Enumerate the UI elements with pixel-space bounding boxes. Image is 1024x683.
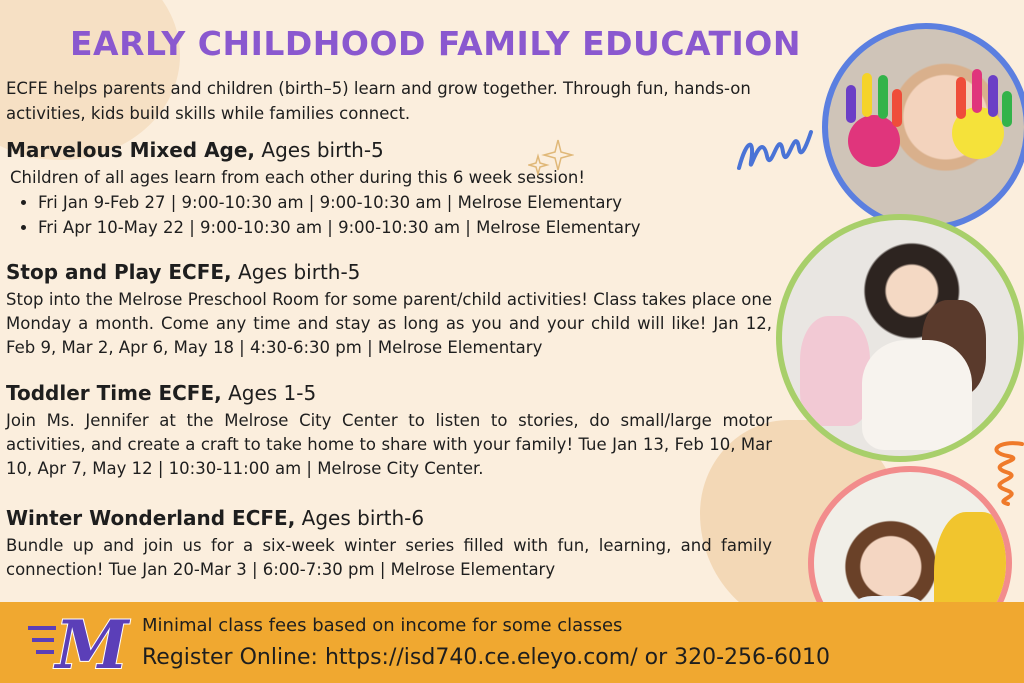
baby-left [800,316,870,426]
handprint-child-photo [822,23,1024,231]
session-item: • Fri Apr 10-May 22 | 9:00-10:30 am | 9:00-10:30 am | Melrose Elementary [38,215,772,240]
sparkle-icon [528,138,574,178]
mother-babies-photo [776,214,1024,462]
section-stop-and-play [6,259,772,360]
class-name: Marvelous Mixed Age, [6,138,256,162]
logo-letter: M [55,612,129,674]
squiggle-blue-icon [735,118,815,178]
class-ages: Ages 1-5 [221,381,317,405]
section-heading [6,137,772,163]
class-description: Children of all ages learn from each other during this 6 week session! [10,168,585,187]
register-info: Register Online: https://isd740.ce.eleyo.com/ or 320-256-6010 [142,645,830,670]
intro-text: ECFE helps parents and children (birth–5) learn and grow together. Through fun, hands-on activities, kids build skills while families connect. [6,79,751,123]
painted-hands-icon [828,29,1024,225]
district-logo [28,612,132,674]
session-item: • Fri Jan 9-Feb 27 | 9:00-10:30 am | 9:00-10:30 am | Melrose Elementary [38,190,772,215]
mother-figure [862,340,972,450]
class-name: Toddler Time ECFE, [6,381,222,405]
section-heading [6,505,772,531]
fees-note: Minimal class fees based on income for some classes [142,615,623,636]
class-description: Stop into the Melrose Preschool Room for some parent/child activities! Class takes place one Monday a month. Come any time and stay as long as you and your child will like! Jan 12, Feb 9, Mar 2, Apr 6, May 18 | 4:30-6:30 pm | Melrose Elementary [6,290,772,357]
footer-bar [0,602,1024,683]
page-title: EARLY CHILDHOOD FAMILY EDUCATION [70,24,801,63]
class-ages: Ages birth-5 [255,138,384,162]
section-heading [6,380,772,406]
class-description: Join Ms. Jennifer at the Melrose City Center to listen to stories, do small/large motor activities, and create a craft to take home to share with your family! Tue Jan 13, Feb 10, Mar 10, Apr 7, May 12 | 10:30-11:00 am | Melrose City Center. [6,411,772,478]
class-name: Winter Wonderland ECFE, [6,506,296,530]
section-heading [6,259,772,285]
session-list [6,190,772,240]
section-marvelous-mixed-age [6,137,772,240]
class-ages: Ages birth-5 [231,260,361,284]
section-toddler-time [6,380,772,481]
section-winter-wonderland [6,505,772,582]
class-ages: Ages birth-6 [295,506,425,530]
class-name: Stop and Play ECFE, [6,260,232,284]
class-description: Bundle up and join us for a six-week winter series filled with fun, learning, and family connection! Tue Jan 20-Mar 3 | 6:00-7:30 pm | Melrose Elementary [6,536,772,579]
